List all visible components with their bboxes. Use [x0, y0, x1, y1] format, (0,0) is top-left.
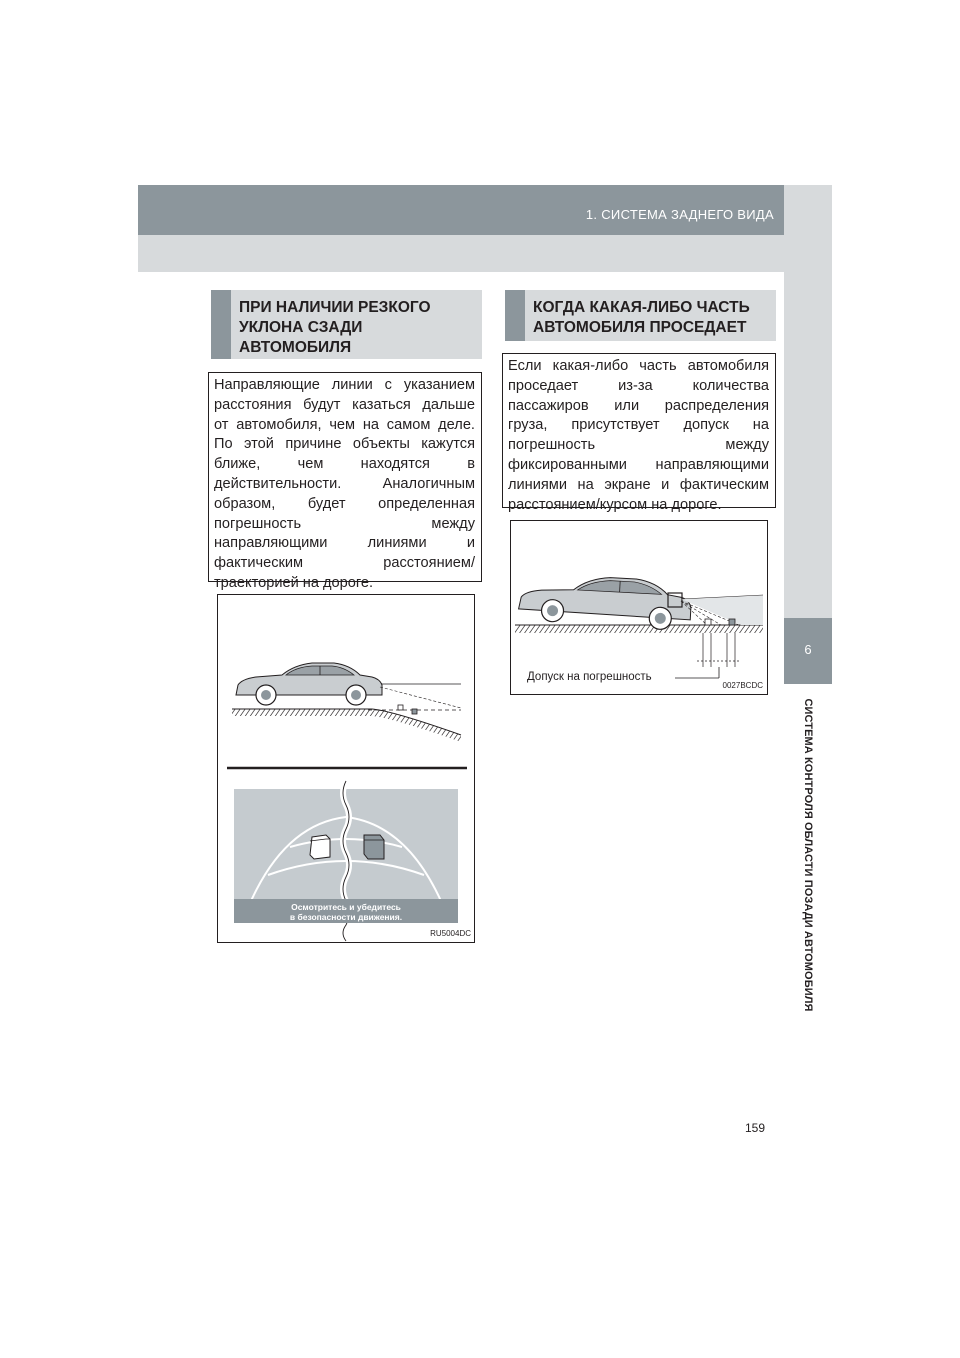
text-line: линиями на экране и фактическим [508, 476, 769, 493]
figure-code: RU5004DC [430, 929, 471, 938]
heading-accent-bar [211, 290, 231, 359]
text-line: Если какая-либо часть автомобиля [508, 358, 769, 374]
text-line: погрешность между [508, 437, 769, 454]
text-line: Направляющие линии с указанием [214, 377, 475, 393]
text-line: погрешность между [214, 515, 475, 532]
slope-illustration [218, 595, 474, 942]
text-line: груза, присутствует допуск на [508, 417, 769, 434]
header-subband [138, 235, 832, 272]
heading-line: ПРИ НАЛИЧИИ РЕЗКОГО [239, 299, 431, 316]
text-line: расстоянием/курсом на дороге. [508, 496, 722, 513]
tolerance-label: Допуск на погрешность [527, 671, 652, 683]
heading-line: АВТОМОБИЛЯ [239, 339, 352, 356]
heading-line: КОГДА КАКАЯ-ЛИБО ЧАСТЬ [533, 299, 750, 316]
car-silhouette [236, 663, 382, 705]
object-marker-far [412, 709, 417, 714]
text-line: от автомобиля, чем на самом деле. [214, 416, 475, 433]
side-tab-label: СИСТЕМА КОНТРОЛЯ ОБЛАСТИ ПОЗАДИ АВТОМОБИЛЯ [802, 698, 814, 1012]
sag-illustration [511, 521, 767, 694]
object-box-left [310, 835, 330, 859]
right-section-heading [505, 290, 776, 341]
heading-accent-bar [505, 290, 525, 341]
screen-message [234, 902, 458, 922]
text-line: проседает из-за количества [508, 377, 769, 394]
slope-figure [217, 594, 475, 943]
left-section-heading [211, 290, 482, 359]
object-marker-near [398, 705, 403, 710]
text-line: действительности. Аналогичным [214, 475, 475, 492]
heading-line: АВТОМОБИЛЯ ПРОСЕДАЕТ [533, 319, 747, 336]
ground-hatch [232, 709, 372, 716]
ground-hatch [515, 625, 763, 633]
chapter-number-tab [784, 618, 832, 684]
text-line: ближе, чем находятся в [214, 456, 475, 473]
side-tab-label-wrap [784, 690, 832, 1020]
heading-line: УКЛОНА СЗАДИ [239, 319, 363, 336]
right-text-box [502, 353, 776, 513]
page-number: 159 [745, 1121, 766, 1135]
screen-message-line: Осмотритесь и убедитесь [291, 902, 401, 912]
object-box-right [364, 835, 384, 859]
text-line: расстояния будут казаться дальше [214, 396, 475, 413]
text-line: траекторией на дороге. [214, 574, 374, 591]
text-line: образом, будет определенная [214, 495, 475, 512]
text-line: направляющими линиями и [214, 535, 475, 552]
section-title: 1. СИСТЕМА ЗАДНЕГО ВИДА [585, 207, 774, 222]
right-paragraph [508, 357, 769, 515]
text-line: фиксированными направляющими [508, 456, 769, 473]
left-text-box [208, 372, 482, 591]
side-tab [784, 185, 832, 618]
figure-code: 0027BCDC [722, 681, 763, 690]
text-line: По этой причине объекты кажутся [214, 436, 475, 453]
left-paragraph [214, 376, 475, 594]
text-line: пассажиров или распределения [508, 397, 769, 414]
screen-message-line: в безопасности движения. [289, 912, 403, 922]
car-silhouette [518, 573, 692, 631]
sag-figure [510, 520, 768, 695]
text-line: фактическим расстоянием/ [214, 555, 475, 572]
chapter-number: 6 [804, 642, 812, 657]
